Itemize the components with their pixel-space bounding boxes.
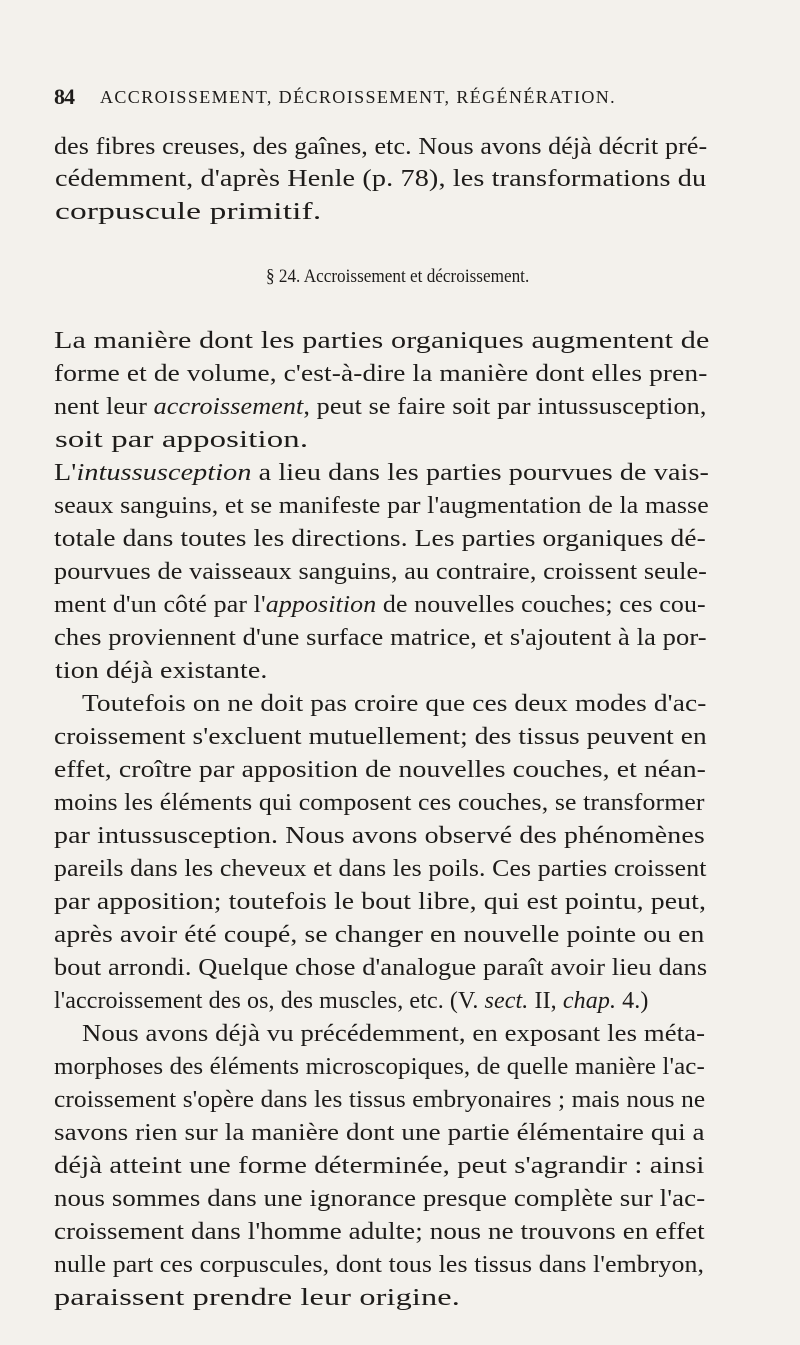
text-line: totale dans toutes les directions. Les parties organiques dé- bbox=[54, 525, 706, 552]
text-line: par apposition; toutefois le bout libre, qui est pointu, peut, bbox=[54, 888, 707, 915]
text-run: l'accroissement des os, des muscles, etc. (V. bbox=[54, 987, 485, 1014]
text-line: savons rien sur la manière dont une partie élémentaire qui a bbox=[54, 1119, 705, 1146]
text-line: morphoses des éléments microscopiques, de quelle manière l'ac- bbox=[54, 1053, 705, 1080]
text-line: pourvues de vaisseaux sanguins, au contraire, croissent seule- bbox=[54, 558, 708, 585]
text-line bbox=[54, 461, 709, 486]
text-line: déjà atteint une forme déterminée, peut s'agrandir : ainsi bbox=[54, 1152, 705, 1179]
text-run: nent leur bbox=[54, 393, 154, 420]
text-line bbox=[54, 395, 706, 420]
text-line: La manière dont les parties organiques augmentent de bbox=[54, 327, 710, 354]
text-line: tion déjà existante. bbox=[55, 657, 268, 684]
italic-term: accroissement bbox=[153, 393, 304, 420]
text-line: par intussusception. Nous avons observé des phénomènes bbox=[54, 822, 705, 849]
running-title: ACCROISSEMENT, DÉCROISSEMENT, RÉGÉNÉRATION. bbox=[100, 87, 617, 107]
text-line bbox=[54, 593, 706, 618]
text-run: II, bbox=[528, 987, 563, 1014]
text-line: Nous avons déjà vu précédemment, en exposant les méta- bbox=[82, 1020, 706, 1047]
text-line: nulle part ces corpuscules, dont tous les tissus dans l'embryon, bbox=[54, 1251, 705, 1278]
text-line: ches proviennent d'une surface matrice, et s'ajoutent à la por- bbox=[54, 624, 707, 651]
italic-abbrev: sect. bbox=[484, 987, 529, 1014]
text-run: L' bbox=[54, 459, 77, 486]
text-line: paraissent prendre leur origine. bbox=[54, 1284, 460, 1311]
text-line: moins les éléments qui composent ces couches, se transformer bbox=[54, 789, 705, 816]
text-line bbox=[54, 989, 648, 1014]
text-line: croissement s'opère dans les tissus embryonaires ; mais nous ne bbox=[54, 1086, 706, 1113]
text-line: soit par apposition. bbox=[55, 426, 309, 453]
italic-abbrev: chap. bbox=[562, 987, 617, 1014]
text-run: de nouvelles couches; ces cou- bbox=[376, 591, 706, 618]
text-line: nous sommes dans une ignorance presque complète sur l'ac- bbox=[54, 1185, 706, 1212]
text-line: Toutefois on ne doit pas croire que ces deux modes d'ac- bbox=[82, 690, 707, 717]
running-head bbox=[54, 84, 714, 114]
text-line: après avoir été coupé, se changer en nouvelle pointe ou en bbox=[54, 921, 705, 948]
text-line: corpuscule primitif. bbox=[55, 198, 322, 225]
page-number: 84 bbox=[54, 84, 74, 109]
text-line: forme et de volume, c'est-à-dire la manière dont elles pren- bbox=[54, 360, 708, 387]
italic-term: intussusception bbox=[76, 459, 252, 486]
text-line: croissement dans l'homme adulte; nous ne trouvons en effet bbox=[54, 1218, 705, 1245]
text-run: 4.) bbox=[616, 987, 649, 1014]
text-line: cédemment, d'après Henle (p. 78), les transformations du bbox=[55, 165, 707, 192]
text-line: des fibres creuses, des gaînes, etc. Nous avons déjà décrit pré- bbox=[54, 133, 708, 160]
text-line: croissement s'excluent mutuellement; des tissus peuvent en bbox=[54, 723, 707, 750]
text-run: ment d'un côté par l' bbox=[54, 591, 266, 618]
text-run: a lieu dans les parties pourvues de vais- bbox=[251, 459, 709, 486]
text-line: bout arrondi. Quelque chose d'analogue paraît avoir lieu dans bbox=[54, 954, 708, 981]
text-line: seaux sanguins, et se manifeste par l'augmentation de la masse bbox=[54, 492, 709, 519]
text-line: pareils dans les cheveux et dans les poils. Ces parties croissent bbox=[54, 855, 707, 882]
text-line: effet, croître par apposition de nouvelles couches, et néan- bbox=[54, 756, 707, 783]
section-heading: § 24. Accroissement et décroissement. bbox=[266, 266, 530, 287]
text-run: , peut se faire soit par intussusception, bbox=[303, 393, 707, 420]
italic-term: apposition bbox=[265, 591, 377, 618]
